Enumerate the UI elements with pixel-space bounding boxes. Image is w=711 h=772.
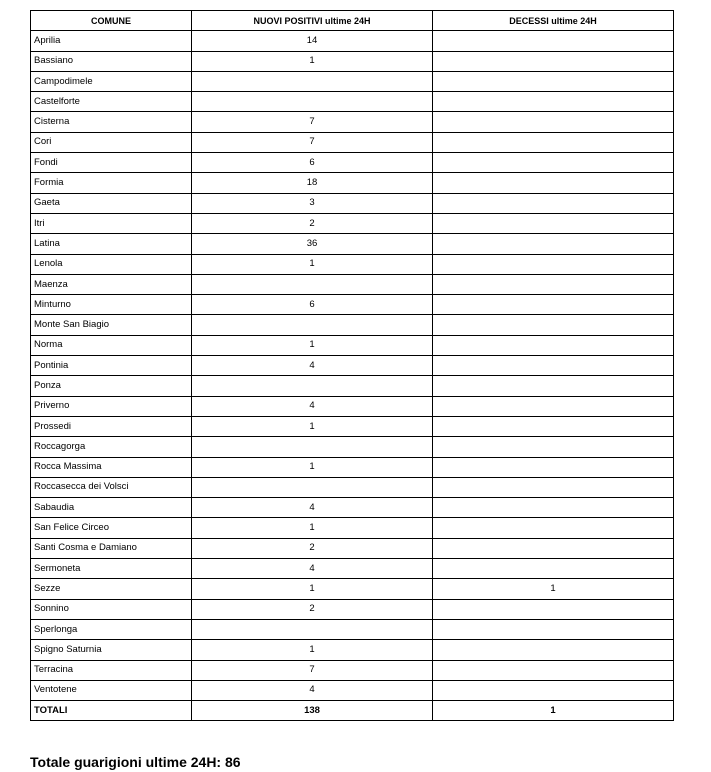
comune-cell: Sperlonga — [31, 619, 192, 639]
comune-cell: Santi Cosma e Damiano — [31, 538, 192, 558]
table-row — [31, 437, 674, 457]
table-row — [31, 376, 674, 396]
table-body — [31, 31, 674, 721]
decessi-cell — [433, 295, 674, 315]
table-row — [31, 457, 674, 477]
decessi-cell — [433, 457, 674, 477]
table-row — [31, 71, 674, 91]
table-row — [31, 31, 674, 51]
table-row — [31, 660, 674, 680]
decessi-cell — [433, 213, 674, 233]
table-row — [31, 274, 674, 294]
nuovi-positivi-cell: 4 — [192, 396, 433, 416]
decessi-cell — [433, 254, 674, 274]
decessi-cell — [433, 640, 674, 660]
comune-cell: Bassiano — [31, 51, 192, 71]
nuovi-positivi-cell: 1 — [192, 416, 433, 436]
comune-cell: Sabaudia — [31, 498, 192, 518]
nuovi-positivi-cell: 18 — [192, 173, 433, 193]
covid-report-table — [30, 10, 674, 721]
nuovi-positivi-cell: 1 — [192, 640, 433, 660]
nuovi-positivi-cell: 3 — [192, 193, 433, 213]
nuovi-positivi-cell: 1 — [192, 51, 433, 71]
comune-cell: Aprilia — [31, 31, 192, 51]
nuovi-positivi-cell: 1 — [192, 518, 433, 538]
decessi-cell — [433, 31, 674, 51]
table-row — [31, 396, 674, 416]
header-comune: COMUNE — [31, 11, 192, 31]
comune-cell: Ponza — [31, 376, 192, 396]
table-row — [31, 295, 674, 315]
totals-decessi: 1 — [433, 701, 674, 721]
comune-cell: Formia — [31, 173, 192, 193]
decessi-cell — [433, 132, 674, 152]
header-nuovi-positivi: NUOVI POSITIVI ultime 24H — [192, 11, 433, 31]
comune-cell: Itri — [31, 213, 192, 233]
table-row — [31, 498, 674, 518]
nuovi-positivi-cell: 1 — [192, 254, 433, 274]
nuovi-positivi-cell — [192, 437, 433, 457]
decessi-cell — [433, 559, 674, 579]
nuovi-positivi-cell — [192, 376, 433, 396]
table-row — [31, 680, 674, 700]
table-row — [31, 153, 674, 173]
decessi-cell — [433, 153, 674, 173]
comune-cell: Sermoneta — [31, 559, 192, 579]
comune-cell: Pontinia — [31, 356, 192, 376]
comune-cell: Castelforte — [31, 92, 192, 112]
comune-cell: Ventotene — [31, 680, 192, 700]
decessi-cell — [433, 599, 674, 619]
decessi-cell — [433, 619, 674, 639]
nuovi-positivi-cell — [192, 274, 433, 294]
nuovi-positivi-cell: 1 — [192, 579, 433, 599]
nuovi-positivi-cell — [192, 619, 433, 639]
table-row — [31, 173, 674, 193]
table-row — [31, 193, 674, 213]
nuovi-positivi-cell: 2 — [192, 213, 433, 233]
comune-cell: Minturno — [31, 295, 192, 315]
comune-cell: Cori — [31, 132, 192, 152]
decessi-cell — [433, 315, 674, 335]
nuovi-positivi-cell: 4 — [192, 680, 433, 700]
comune-cell: Sonnino — [31, 599, 192, 619]
table-row — [31, 335, 674, 355]
decessi-cell — [433, 680, 674, 700]
comune-cell: Spigno Saturnia — [31, 640, 192, 660]
table-row — [31, 416, 674, 436]
table-row — [31, 356, 674, 376]
decessi-cell — [433, 234, 674, 254]
decessi-cell — [433, 498, 674, 518]
totals-label: TOTALI — [31, 701, 192, 721]
nuovi-positivi-cell — [192, 71, 433, 91]
decessi-cell — [433, 437, 674, 457]
decessi-cell — [433, 112, 674, 132]
nuovi-positivi-cell: 1 — [192, 335, 433, 355]
table-row — [31, 477, 674, 497]
table-row — [31, 51, 674, 71]
nuovi-positivi-cell: 6 — [192, 295, 433, 315]
table-row — [31, 254, 674, 274]
comune-cell: Terracina — [31, 660, 192, 680]
decessi-cell — [433, 416, 674, 436]
comune-cell: Roccagorga — [31, 437, 192, 457]
nuovi-positivi-cell: 4 — [192, 498, 433, 518]
table-row — [31, 315, 674, 335]
comune-cell: Gaeta — [31, 193, 192, 213]
recoveries-summary: Totale guarigioni ultime 24H: 86 — [30, 754, 241, 770]
decessi-cell — [433, 51, 674, 71]
nuovi-positivi-cell — [192, 315, 433, 335]
comune-cell: San Felice Circeo — [31, 518, 192, 538]
decessi-cell — [433, 71, 674, 91]
comune-cell: Roccasecca dei Volsci — [31, 477, 192, 497]
decessi-cell — [433, 173, 674, 193]
decessi-cell: 1 — [433, 579, 674, 599]
nuovi-positivi-cell: 7 — [192, 132, 433, 152]
table-row — [31, 213, 674, 233]
nuovi-positivi-cell — [192, 477, 433, 497]
totals-row — [31, 701, 674, 721]
table-row — [31, 112, 674, 132]
table-row — [31, 92, 674, 112]
comune-cell: Prossedi — [31, 416, 192, 436]
decessi-cell — [433, 538, 674, 558]
decessi-cell — [433, 356, 674, 376]
comune-cell: Monte San Biagio — [31, 315, 192, 335]
decessi-cell — [433, 518, 674, 538]
comune-cell: Campodimele — [31, 71, 192, 91]
table-row — [31, 559, 674, 579]
table-row — [31, 619, 674, 639]
decessi-cell — [433, 477, 674, 497]
comune-cell: Lenola — [31, 254, 192, 274]
comune-cell: Norma — [31, 335, 192, 355]
comune-cell: Latina — [31, 234, 192, 254]
decessi-cell — [433, 193, 674, 213]
table-row — [31, 132, 674, 152]
comune-cell: Maenza — [31, 274, 192, 294]
comune-cell: Sezze — [31, 579, 192, 599]
table-header-row — [31, 11, 674, 31]
totals-nuovi-positivi: 138 — [192, 701, 433, 721]
nuovi-positivi-cell — [192, 92, 433, 112]
decessi-cell — [433, 335, 674, 355]
table-row — [31, 518, 674, 538]
table-row — [31, 579, 674, 599]
nuovi-positivi-cell: 36 — [192, 234, 433, 254]
decessi-cell — [433, 376, 674, 396]
table-row — [31, 599, 674, 619]
nuovi-positivi-cell: 4 — [192, 559, 433, 579]
nuovi-positivi-cell: 6 — [192, 153, 433, 173]
table-row — [31, 538, 674, 558]
nuovi-positivi-cell: 2 — [192, 538, 433, 558]
decessi-cell — [433, 274, 674, 294]
nuovi-positivi-cell: 4 — [192, 356, 433, 376]
decessi-cell — [433, 396, 674, 416]
nuovi-positivi-cell: 1 — [192, 457, 433, 477]
nuovi-positivi-cell: 7 — [192, 112, 433, 132]
nuovi-positivi-cell: 14 — [192, 31, 433, 51]
comune-cell: Priverno — [31, 396, 192, 416]
decessi-cell — [433, 92, 674, 112]
decessi-cell — [433, 660, 674, 680]
comune-cell: Rocca Massima — [31, 457, 192, 477]
nuovi-positivi-cell: 7 — [192, 660, 433, 680]
header-decessi: DECESSI ultime 24H — [433, 11, 674, 31]
nuovi-positivi-cell: 2 — [192, 599, 433, 619]
table-row — [31, 640, 674, 660]
table-row — [31, 234, 674, 254]
comune-cell: Fondi — [31, 153, 192, 173]
comune-cell: Cisterna — [31, 112, 192, 132]
